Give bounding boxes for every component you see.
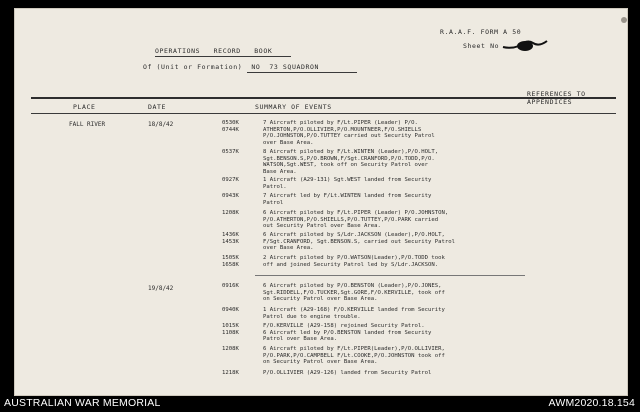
footer-right: AWM2020.18.154 <box>548 397 635 409</box>
entry-text: 7 Aircraft led by F/Lt.WINTEN landed from Security Patrol <box>263 193 432 206</box>
entry-time: 0927K <box>222 177 239 183</box>
col-references-1: REFERENCES TO <box>527 90 586 98</box>
entry-time: 0943K <box>222 193 239 199</box>
entry-text: F/O.KERVILLE (A29-158) rejoined Security Patrol. 6 Aircraft led by P/O.BENSTON landed from Security Patrol over Base Area. <box>263 323 432 343</box>
place-value: FALL RIVER <box>69 121 106 128</box>
entry-text: 7 Aircraft piloted by F/Lt.PIPER (Leader) P/O. ATHERTON,P/O.OLLIVIER,P/O.MOUNTNEER,F/O.SHIELLS P/O.JOHNSTON,P/O.TUTTEY carried out Security Patrol over Base Area. <box>263 120 435 146</box>
entry-text: 1 Aircraft (A29-131) Sgt.WEST landed from Security Patrol. <box>263 177 432 190</box>
entry-text: 2 Aircraft piloted by P/O.WATSON(Leader),P/O.TODD took off and joined Security Patrol led by S/Ldr.JACKSON. <box>263 255 445 268</box>
entry-time: 0940K <box>222 307 239 313</box>
form-id: R.A.A.F. FORM A 50 <box>440 28 522 36</box>
entry-time: 1208K <box>222 210 239 216</box>
col-place: PLACE <box>73 103 96 111</box>
col-summary: SUMMARY OF EVENTS <box>255 103 332 111</box>
entry-text: 6 Aircraft piloted by P/O.BENSTON (Leader),P/O.JONES, Sgt.RIDDELL,F/O.TUCKER,Sgt.GORE,F/O.KERVILLE, took off on Security Patrol over Base Area. <box>263 283 445 303</box>
entry-time: 1505K 1658K <box>222 255 239 268</box>
title-underline <box>155 56 291 57</box>
entry-text: 1 Aircraft (A29-168) F/O.KERVILLE landed from Security Patrol due to engine trouble. <box>263 307 445 320</box>
entry-text: 6 Aircraft piloted by S/Ldr.JACKSON (Leader),P/O.HOLT, F/Sgt.CRANFORD, Sgt.BENSON.S, carried out Security Patrol over Base Area. <box>263 232 455 252</box>
header-bottom-rule <box>31 113 616 114</box>
unit-line: Of (Unit or Formation) NO 73 SQUADRON <box>143 63 320 71</box>
footer-left: AUSTRALIAN WAR MEMORIAL <box>4 397 161 409</box>
sheet-label: Sheet No <box>463 42 500 50</box>
form-title: OPERATIONS RECORD BOOK <box>155 47 273 55</box>
entry-time: 0537K <box>222 149 239 155</box>
unit-underline <box>247 72 357 73</box>
sheet-number-ink <box>501 35 549 55</box>
entry-text: P/O.OLLIVIER (A29-126) landed from Security Patrol <box>263 370 432 376</box>
entry-time: 0530K 0744K <box>222 120 239 133</box>
col-references-2: APPENDICES <box>527 98 573 106</box>
date-2: 19/8/42 <box>148 285 174 292</box>
entry-time: 1208K <box>222 346 239 352</box>
record-sheet <box>14 8 628 396</box>
entry-time: 1015K 1108K <box>222 323 239 336</box>
entry-text: 6 Aircraft piloted by F/Lt.PIPER (Leader) P/O.JOHNSTON, P/O.ATHERTON,P/O.SHIELLS,P/O.TUTTEY,P/O.PARK carried out Security Patrol over Base Area. <box>263 210 449 230</box>
entry-time: 1436K 1453K <box>222 232 239 245</box>
punch-hole <box>621 17 627 23</box>
col-date: DATE <box>148 103 167 111</box>
day-separator <box>255 275 525 276</box>
entry-time: 0916K <box>222 283 239 289</box>
entry-time: 1218K <box>222 370 239 376</box>
entry-text: 8 Aircraft piloted by F/Lt.WINTEN (Leader),P/O.HOLT, Sgt.BENSON.S,P/O.BROWN,F/Sgt.CRANFORD,P/O.TODD,P/O. WATSON,Sgt.WEST, took off on Security Patrol over Base Area. <box>263 149 439 175</box>
date-1: 18/8/42 <box>148 121 174 128</box>
entry-text: 6 Aircraft piloted by F/Lt.PIPER(Leader),P/O.OLLIVIER, P/O.PARK,P/O.CAMPBELL F/Lt.COOKE,P/O.JOHNSTON took off on Security Patrol over Base Area. <box>263 346 445 366</box>
